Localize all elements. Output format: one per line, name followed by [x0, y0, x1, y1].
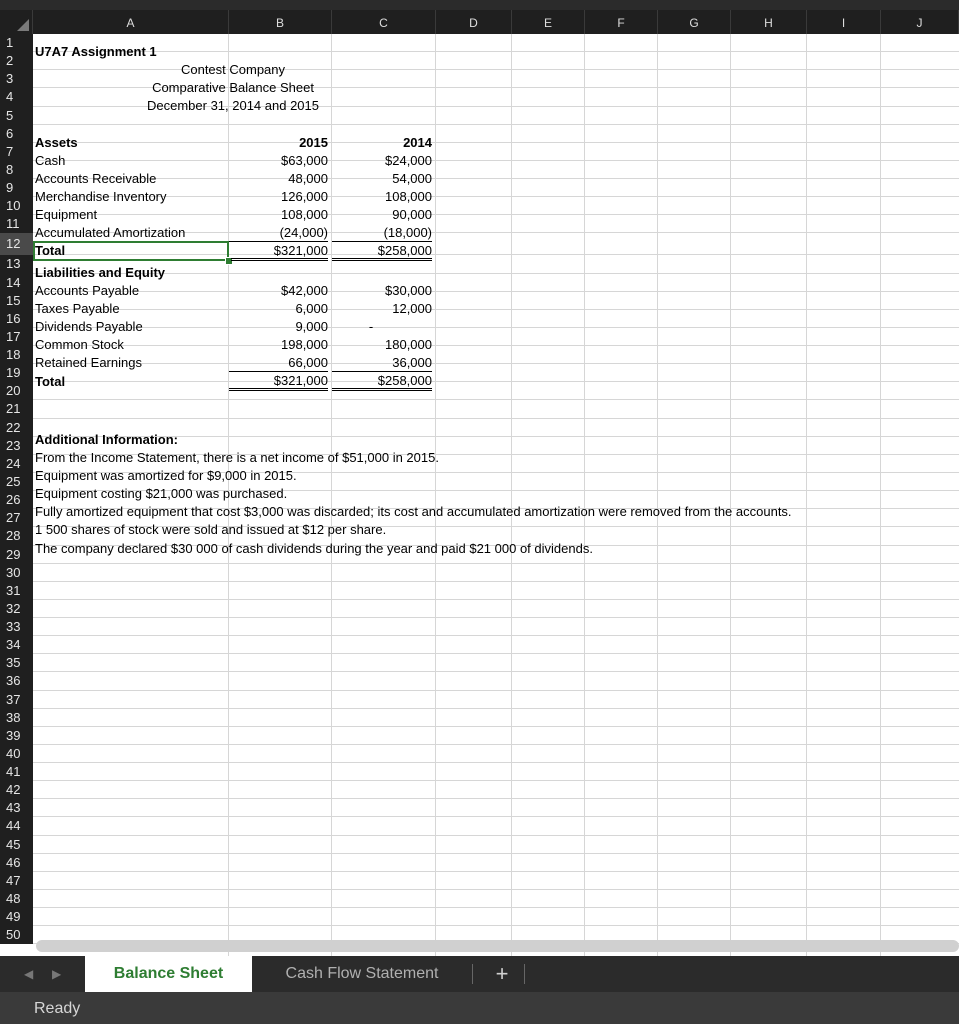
row-header-1[interactable]: 1 [0, 34, 33, 52]
row-gridline [0, 780, 959, 781]
row-header-13[interactable]: 13 [0, 255, 33, 273]
row-gridline [0, 291, 959, 292]
cell-a14[interactable]: Accounts Payable [35, 283, 140, 298]
cell-a18[interactable]: Retained Earnings [35, 355, 142, 370]
cell-b10[interactable]: 108,000 [281, 207, 328, 222]
tab-divider [524, 964, 525, 984]
row-gridline [0, 635, 959, 636]
row-gridline [0, 563, 959, 564]
cell-a17[interactable]: Common Stock [35, 337, 124, 352]
row-header-50[interactable]: 50 [0, 926, 33, 944]
row-gridline [0, 160, 959, 161]
row-header-44[interactable]: 44 [0, 817, 33, 835]
add-sheet-button[interactable]: + [495, 961, 509, 986]
row-gridline [0, 617, 959, 618]
cell-b16[interactable]: 9,000 [295, 319, 328, 334]
cell-a28[interactable]: The company declared $30 000 of cash dividends during the year and paid $21 000 of dividends. [35, 541, 593, 556]
column-gridline [657, 34, 658, 956]
column-gridline [880, 34, 881, 956]
row-gridline [0, 835, 959, 836]
cell-b9[interactable]: 126,000 [281, 189, 328, 204]
cell-a23[interactable]: From the Income Statement, there is a net income of $51,000 in 2015. [35, 450, 439, 465]
row-header-15[interactable]: 15 [0, 292, 33, 310]
row-gridline [0, 327, 959, 328]
row-header-11[interactable]: 11 [0, 215, 33, 233]
cell-b11[interactable]: (24,000) [229, 224, 328, 242]
tab-scroll-right-icon[interactable]: ▶ [52, 967, 62, 981]
cell-c14[interactable]: $30,000 [385, 283, 432, 298]
row-header-38[interactable]: 38 [0, 709, 33, 727]
column-header-a[interactable]: A [33, 10, 229, 34]
cell-c16[interactable]: - [368, 319, 374, 334]
column-gridline [435, 34, 436, 956]
tab-divider [472, 964, 473, 984]
cell-a1[interactable]: U7A7 Assignment 1 [35, 44, 157, 59]
column-header-bar [0, 10, 959, 34]
cell-b14[interactable]: $42,000 [281, 283, 328, 298]
row-gridline [0, 309, 959, 310]
cell-a9[interactable]: Merchandise Inventory [35, 189, 167, 204]
cell-a26[interactable]: Fully amortized equipment that cost $3,000 was discarded; its cost and accumulated amortization were removed from the accounts. [35, 504, 792, 519]
row-header-48[interactable]: 48 [0, 890, 33, 908]
row-gridline [0, 671, 959, 672]
cell-a8[interactable]: Accounts Receivable [35, 171, 157, 186]
cell-a6[interactable]: Assets [35, 135, 78, 150]
row-header-17[interactable]: 17 [0, 328, 33, 346]
row-header-14[interactable]: 14 [0, 274, 33, 292]
column-header-j[interactable]: J [881, 10, 959, 34]
cell-b2[interactable]: Contest Company [180, 62, 286, 77]
row-gridline [0, 418, 959, 419]
row-header-3[interactable]: 3 [0, 70, 33, 88]
cell-a7[interactable]: Cash [35, 153, 66, 168]
row-header-27[interactable]: 27 [0, 509, 33, 527]
cell-a16[interactable]: Dividends Payable [35, 319, 143, 334]
select-all-corner[interactable] [0, 10, 33, 34]
column-header-c[interactable]: C [332, 10, 436, 34]
sheet-tab-bar [0, 956, 959, 992]
cell-c15[interactable]: 12,000 [392, 301, 432, 316]
row-gridline [0, 399, 959, 400]
row-gridline [0, 907, 959, 908]
column-header-g[interactable]: G [658, 10, 731, 34]
row-gridline [0, 708, 959, 709]
tab-cash-flow-statement[interactable]: Cash Flow Statement [285, 965, 439, 982]
row-header-45[interactable]: 45 [0, 836, 33, 854]
row-gridline [0, 925, 959, 926]
column-header-b[interactable]: B [229, 10, 332, 34]
status-text: Ready [34, 1000, 81, 1017]
row-header-31[interactable]: 31 [0, 582, 33, 600]
row-header-34[interactable]: 34 [0, 636, 33, 654]
row-header-49[interactable]: 49 [0, 908, 33, 926]
column-header-e[interactable]: E [512, 10, 585, 34]
column-gridline [806, 34, 807, 956]
cell-c8[interactable]: 54,000 [392, 171, 432, 186]
row-header-22[interactable]: 22 [0, 419, 33, 437]
cell-b17[interactable]: 198,000 [281, 337, 328, 352]
row-header-46[interactable]: 46 [0, 854, 33, 872]
cell-b4[interactable]: December 31, 2014 and 2015 [146, 98, 319, 113]
row-header-40[interactable]: 40 [0, 745, 33, 763]
row-header-8[interactable]: 8 [0, 161, 33, 179]
cell-b3[interactable]: Comparative Balance Sheet [152, 80, 314, 95]
cell-a22[interactable]: Additional Information: [35, 432, 178, 447]
row-header-41[interactable]: 41 [0, 763, 33, 781]
row-gridline [0, 653, 959, 654]
row-header-37[interactable]: 37 [0, 691, 33, 709]
title-bar [0, 0, 959, 10]
column-gridline [584, 34, 585, 956]
cell-a10[interactable]: Equipment [35, 207, 98, 222]
cell-c18[interactable]: 36,000 [332, 354, 432, 372]
row-gridline [0, 345, 959, 346]
row-header-4[interactable]: 4 [0, 88, 33, 106]
row-header-19[interactable]: 19 [0, 364, 33, 382]
row-header-2[interactable]: 2 [0, 52, 33, 70]
row-header-20[interactable]: 20 [0, 382, 33, 400]
cell-a11[interactable]: Accumulated Amortization [35, 225, 186, 240]
row-gridline [0, 124, 959, 125]
cell-b6[interactable]: 2015 [299, 135, 328, 150]
column-header-f[interactable]: F [585, 10, 658, 34]
row-gridline [0, 762, 959, 763]
cell-b12[interactable]: $321,000 [231, 242, 328, 261]
row-header-30[interactable]: 30 [0, 564, 33, 582]
cell-a13[interactable]: Liabilities and Equity [35, 265, 166, 280]
row-header-43[interactable]: 43 [0, 799, 33, 817]
cell-b15[interactable]: 6,000 [295, 301, 328, 316]
cell-c6[interactable]: 2014 [403, 135, 432, 150]
row-gridline [0, 381, 959, 382]
row-header-21[interactable]: 21 [0, 400, 33, 418]
row-header-47[interactable]: 47 [0, 872, 33, 890]
cell-a25[interactable]: Equipment costing $21,000 was purchased. [35, 486, 288, 501]
row-header-28[interactable]: 28 [0, 527, 33, 545]
tab-balance-sheet[interactable]: Balance Sheet [85, 956, 252, 992]
row-gridline [0, 744, 959, 745]
row-header-32[interactable]: 32 [0, 600, 33, 618]
row-gridline [0, 816, 959, 817]
cell-a15[interactable]: Taxes Payable [35, 301, 120, 316]
row-gridline [0, 599, 959, 600]
row-header-5[interactable]: 5 [0, 107, 33, 125]
cell-c10[interactable]: 90,000 [392, 207, 432, 222]
cell-a24[interactable]: Equipment was amortized for $9,000 in 2015. [35, 468, 297, 483]
cell-c9[interactable]: 108,000 [385, 189, 432, 204]
select-all-triangle-icon [17, 19, 29, 31]
row-header-25[interactable]: 25 [0, 473, 33, 491]
horizontal-scrollbar[interactable] [36, 940, 959, 952]
cell-a19[interactable]: Total [35, 374, 66, 389]
row-header-42[interactable]: 42 [0, 781, 33, 799]
row-header-12[interactable]: 12 [0, 233, 33, 255]
row-header-18[interactable]: 18 [0, 346, 33, 364]
cell-c19[interactable]: $258,000 [332, 372, 432, 391]
cell-b8[interactable]: 48,000 [288, 171, 328, 186]
column-header-h[interactable]: H [731, 10, 807, 34]
row-gridline [0, 581, 959, 582]
row-gridline [0, 798, 959, 799]
row-header-35[interactable]: 35 [0, 654, 33, 672]
cell-c17[interactable]: 180,000 [385, 337, 432, 352]
row-gridline [0, 690, 959, 691]
cell-c12[interactable]: $258,000 [332, 242, 432, 261]
spreadsheet-grid[interactable] [0, 10, 959, 956]
column-header-i[interactable]: I [807, 10, 881, 34]
cell-b19[interactable]: $321,000 [229, 372, 328, 391]
tab-scroll-left-icon[interactable]: ◀ [24, 967, 34, 981]
row-gridline [0, 142, 959, 143]
row-gridline [0, 726, 959, 727]
row-header-33[interactable]: 33 [0, 618, 33, 636]
row-header-7[interactable]: 7 [0, 143, 33, 161]
row-header-26[interactable]: 26 [0, 491, 33, 509]
cell-a27[interactable]: 1 500 shares of stock were sold and issued at $12 per share. [35, 522, 387, 537]
cell-c7[interactable]: $24,000 [385, 153, 432, 168]
cell-a12[interactable]: Total [35, 243, 66, 258]
row-gridline [0, 214, 959, 215]
cell-c11[interactable]: (18,000) [332, 224, 432, 242]
row-header-16[interactable]: 16 [0, 310, 33, 328]
row-header-23[interactable]: 23 [0, 437, 33, 455]
cell-b18[interactable]: 66,000 [229, 354, 328, 372]
status-bar [0, 992, 959, 1024]
column-gridline [730, 34, 731, 956]
row-header-10[interactable]: 10 [0, 197, 33, 215]
row-header-9[interactable]: 9 [0, 179, 33, 197]
row-header-29[interactable]: 29 [0, 546, 33, 564]
column-gridline [511, 34, 512, 956]
row-header-24[interactable]: 24 [0, 455, 33, 473]
row-header-39[interactable]: 39 [0, 727, 33, 745]
row-gridline [0, 853, 959, 854]
column-header-d[interactable]: D [436, 10, 512, 34]
row-header-36[interactable]: 36 [0, 672, 33, 690]
cell-b7[interactable]: $63,000 [281, 153, 328, 168]
row-header-6[interactable]: 6 [0, 125, 33, 143]
row-gridline [0, 363, 959, 364]
row-gridline [0, 889, 959, 890]
row-gridline [0, 871, 959, 872]
